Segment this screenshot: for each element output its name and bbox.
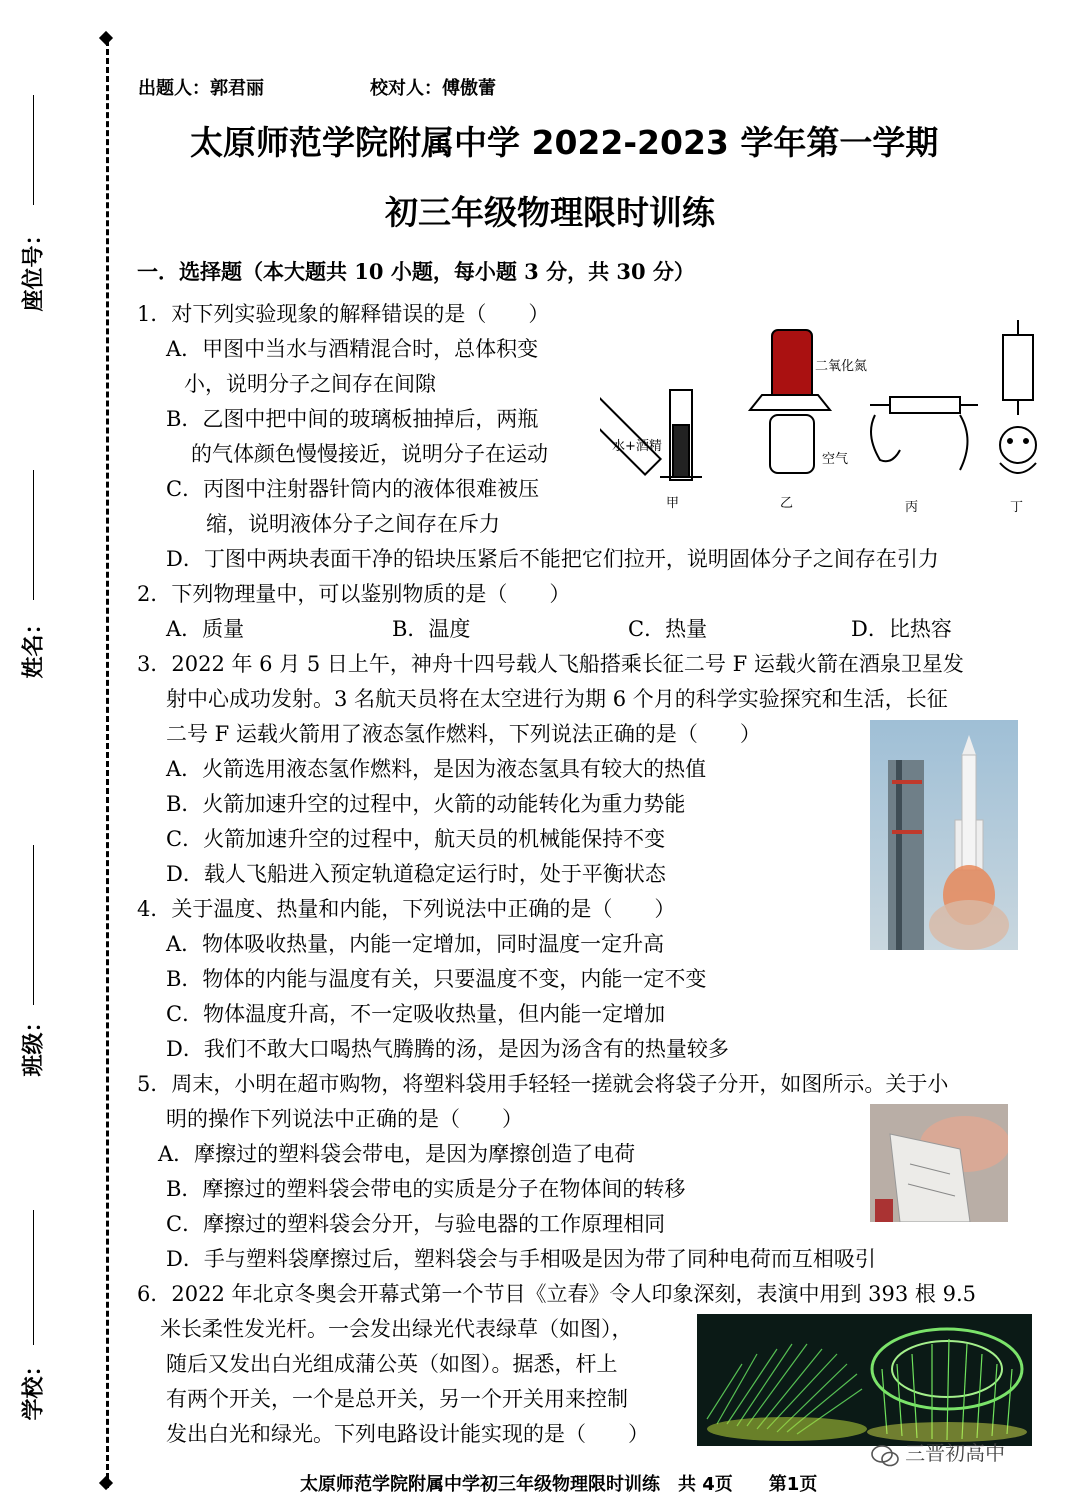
class-line bbox=[33, 845, 34, 1005]
q6-stem-line5: 发出白光和绿光。下列电路设计能实现的是（ ） bbox=[166, 1422, 649, 1446]
q3-option-c: C．火箭加速升空的过程中，航天员的机械能保持不变 bbox=[166, 827, 666, 851]
water-alcohol-label: 水+酒精 bbox=[612, 439, 662, 454]
proofreader-label: 校对人：傅傲蕾 bbox=[370, 78, 496, 99]
wechat-icon bbox=[870, 1444, 900, 1468]
q1-option-c-cont: 缩，说明液体分子之间存在斥力 bbox=[206, 512, 500, 536]
fig-label-yi: 乙 bbox=[780, 496, 794, 511]
q5-stem-line2: 明的操作下列说法中正确的是（ ） bbox=[166, 1107, 523, 1131]
syringe-figure bbox=[870, 397, 978, 470]
q4-option-a: A．物体吸收热量，内能一定增加，同时温度一定升高 bbox=[166, 932, 665, 956]
section-heading: 一．选择题（本大题共 10 小题，每小题 3 分，共 30 分） bbox=[137, 259, 695, 284]
rocket-photo bbox=[870, 720, 1018, 950]
q3-stem-line3: 二号 F 运载火箭用了液态氢作燃料，下列说法正确的是（ ） bbox=[166, 722, 761, 746]
q3-stem-line2: 射中心成功发射。3 名航天员将在太空进行为期 6 个月的科学实验探究和生活，长征 bbox=[166, 687, 948, 711]
name-label: 姓名： bbox=[21, 612, 47, 679]
cylinder-figure bbox=[600, 390, 702, 480]
q1-option-a: A．甲图中当水与酒精混合时，总体积变 bbox=[166, 337, 539, 361]
name-line bbox=[33, 470, 34, 600]
fig-label-jia: 甲 bbox=[666, 496, 680, 511]
q5-option-a: A．摩擦过的塑料袋会带电，是因为摩擦创造了电荷 bbox=[158, 1142, 636, 1166]
q2-option-b: B．温度 bbox=[392, 617, 471, 641]
q5-stem-line1: 5．周末，小明在超市购物，将塑料袋用手轻轻一搓就会将袋子分开，如图所示。关于小 bbox=[137, 1072, 949, 1096]
no2-label: 二氧化氮 bbox=[815, 359, 868, 374]
q6-stem-line2: 米长柔性发光杆。一会发出绿光代表绿草（如图）， bbox=[160, 1317, 633, 1341]
q3-option-d: D．载人飞船进入预定轨道稳定运行时，处于平衡状态 bbox=[166, 862, 666, 886]
lead-blocks-figure bbox=[1000, 320, 1036, 473]
q1-stem: 1．对下列实验现象的解释错误的是（ ） bbox=[137, 302, 550, 326]
watermark bbox=[870, 1437, 1005, 1468]
q4-option-b: B．物体的内能与温度有关，只要温度不变，内能一定不变 bbox=[166, 967, 707, 991]
binding-top-marker bbox=[99, 31, 113, 45]
fig-label-ding: 丁 bbox=[1010, 500, 1024, 515]
q3-option-b: B．火箭加速升空的过程中，火箭的动能转化为重力势能 bbox=[166, 792, 686, 816]
page-subtitle: 初三年级物理限时训练 bbox=[385, 193, 715, 232]
binding-dashed-line bbox=[106, 40, 109, 1488]
fig-label-bing: 丙 bbox=[905, 500, 919, 515]
light-rods-photo bbox=[697, 1314, 1032, 1446]
q1-option-d: D．丁图中两块表面干净的铅块压紧后不能把它们拉开，说明固体分子之间存在引力 bbox=[166, 547, 939, 571]
author-label: 出题人：郭君丽 bbox=[138, 78, 264, 99]
page-footer: 太原师范学院附属中学初三年级物理限时训练 共 4页 第1页 bbox=[300, 1474, 818, 1495]
q4-stem: 4．关于温度、热量和内能，下列说法中正确的是（ ） bbox=[137, 897, 676, 921]
air-label: 空气 bbox=[822, 452, 849, 467]
q5-option-c: C．摩擦过的塑料袋会分开，与验电器的工作原理相同 bbox=[166, 1212, 666, 1236]
watermark-text: 三晋初高中 bbox=[905, 1441, 1006, 1465]
q2-stem: 2．下列物理量中，可以鉴别物质的是（ ） bbox=[137, 582, 571, 606]
q5-option-b: B．摩擦过的塑料袋会带电的实质是分子在物体间的转移 bbox=[166, 1177, 686, 1201]
q5-option-d: D．手与塑料袋摩擦过后，塑料袋会与手相吸是因为带了同种电荷而互相吸引 bbox=[166, 1247, 876, 1271]
school-label: 学校： bbox=[21, 1354, 47, 1421]
q1-figure bbox=[600, 315, 1060, 530]
q2-option-c: C．热量 bbox=[628, 617, 708, 641]
q2-option-a: A．质量 bbox=[166, 617, 245, 641]
bottles-figure bbox=[750, 330, 830, 473]
plastic-bag-photo bbox=[870, 1104, 1008, 1222]
class-label: 班级： bbox=[21, 1010, 47, 1077]
q4-option-d: D．我们不敢大口喝热气腾腾的汤，是因为汤含有的热量较多 bbox=[166, 1037, 729, 1061]
q4-option-c: C．物体温度升高，不一定吸收热量，但内能一定增加 bbox=[166, 1002, 666, 1026]
q6-stem-line3: 随后又发出白光组成蒲公英（如图）。据悉，杆上 bbox=[166, 1352, 618, 1376]
q6-stem-line1: 6．2022 年北京冬奥会开幕式第一个节目《立春》令人印象深刻，表演中用到 393 根 9.5 bbox=[137, 1282, 976, 1306]
q1-option-b: B．乙图中把中间的玻璃板抽掉后，两瓶 bbox=[166, 407, 539, 431]
q6-stem-line4: 有两个开关，一个是总开关，另一个开关用来控制 bbox=[166, 1387, 628, 1411]
q2-option-d: D．比热容 bbox=[851, 617, 952, 641]
q1-option-a-cont: 小，说明分子之间存在间隙 bbox=[184, 372, 436, 396]
seat-line bbox=[33, 95, 34, 205]
q1-option-b-cont: 的气体颜色慢慢接近，说明分子在运动 bbox=[191, 442, 548, 466]
school-line bbox=[33, 1210, 34, 1345]
q1-option-c: C．丙图中注射器针筒内的液体很难被压 bbox=[166, 477, 540, 501]
q3-option-a: A．火箭选用液态氢作燃料，是因为液态氢具有较大的热值 bbox=[166, 757, 707, 781]
page-title: 太原师范学院附属中学 2022-2023 学年第一学期 bbox=[190, 123, 939, 162]
q3-stem-line1: 3．2022 年 6 月 5 日上午，神舟十四号载人飞船搭乘长征二号 F 运载火箭在酒泉卫星发 bbox=[137, 652, 964, 676]
seat-label: 座位号： bbox=[21, 223, 47, 312]
binding-bottom-marker bbox=[99, 1476, 113, 1490]
